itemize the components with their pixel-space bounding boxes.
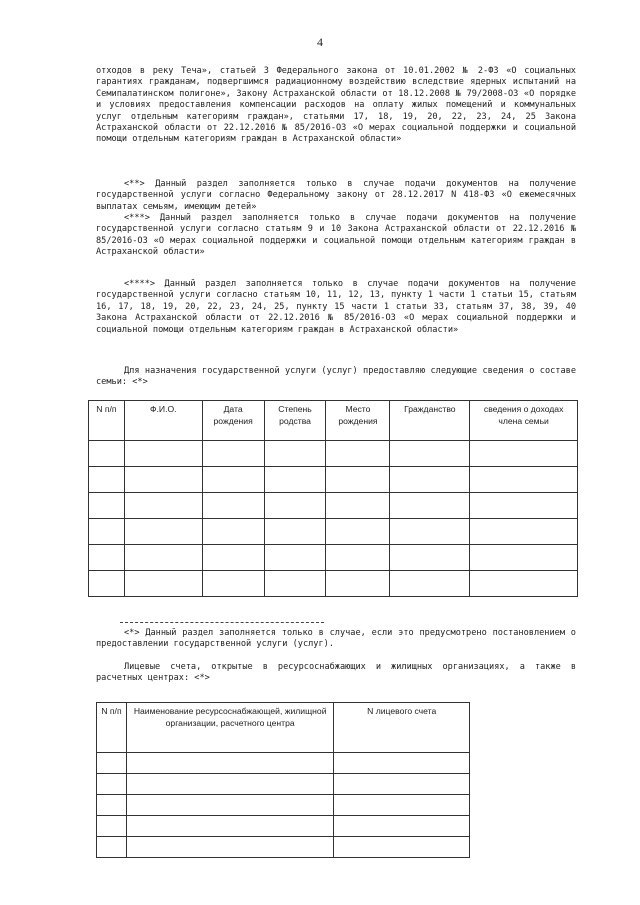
table-cell[interactable] [126, 795, 333, 816]
table-cell[interactable] [124, 571, 202, 597]
table-cell[interactable] [326, 519, 390, 545]
family-table-header-row [89, 401, 578, 441]
table-cell[interactable] [264, 571, 326, 597]
table-cell[interactable] [202, 493, 264, 519]
table-cell[interactable] [264, 467, 326, 493]
table-cell[interactable] [97, 753, 127, 774]
footnote-separator [120, 622, 324, 623]
table-cell[interactable] [89, 441, 125, 467]
col-account-header: N лицевого счета [334, 703, 470, 753]
table-cell[interactable] [390, 441, 470, 467]
table-cell[interactable] [202, 519, 264, 545]
accounts-table [96, 702, 470, 858]
table-row [89, 441, 578, 467]
table-row [97, 753, 470, 774]
accounts-intro: Лицевые счета, открытые в ресурсоснабжающих и жилищных организациях, а также в расчетных центрах: <*> [96, 662, 576, 684]
table-cell[interactable] [326, 467, 390, 493]
table-cell[interactable] [97, 774, 127, 795]
table-cell[interactable] [97, 837, 127, 858]
table-cell[interactable] [124, 519, 202, 545]
table-cell[interactable] [202, 571, 264, 597]
footnote-1: <*> Данный раздел заполняется только в случае, если это предусмотрено постановлением о предоставлении государственной услуги (услуг). [96, 628, 576, 650]
table-cell[interactable] [470, 519, 578, 545]
table-cell[interactable] [470, 571, 578, 597]
table-cell[interactable] [390, 467, 470, 493]
table-cell[interactable] [124, 441, 202, 467]
col-birthdate-header: Дата рождения [202, 401, 264, 441]
table-cell[interactable] [390, 545, 470, 571]
table-cell[interactable] [89, 493, 125, 519]
table-cell[interactable] [89, 545, 125, 571]
table-cell[interactable] [326, 493, 390, 519]
paragraph-legal-basis: отходов в реку Теча», статьей 3 Федерального закона от 10.01.2002 № 2-ФЗ «О социальных гарантиях гражданам, подвергшимся радиационному воздействию вследствие ядерных испытаний на Семипалатинском полигоне», Закону Астраханской области от 18.12.2008 № 79/2008-ОЗ «О порядке и условиях предоставления компенсации расходов на оплату жилых помещений и коммунальных услуг отдельным категориям граждан», статьями 17, 18, 19, 20, 22, 23, 24, 25 Закона Астраханской области от 22.12.2016 № 85/2016-ОЗ «О мерах социальной поддержки и социальной помощи отдельным категориям граждан в Астраханской области» [96, 66, 576, 145]
table-cell[interactable] [334, 795, 470, 816]
table-row [97, 837, 470, 858]
table-cell[interactable] [470, 441, 578, 467]
col-number-header: N п/п [97, 703, 127, 753]
footnote-3: <***> Данный раздел заполняется только в случае подачи документов на получение государственной услуги согласно статьям 9 и 10 Закона Астраханской области от 22.12.2016 № 85/2016-ОЗ «О мерах социальной поддержки и социальной помощи отдельным категориям граждан в Астраханской области» [96, 213, 576, 258]
table-row [89, 467, 578, 493]
table-row [97, 816, 470, 837]
table-cell[interactable] [334, 837, 470, 858]
table-cell[interactable] [89, 519, 125, 545]
col-citizenship-header: Гражданство [390, 401, 470, 441]
table-cell[interactable] [470, 545, 578, 571]
table-cell[interactable] [97, 816, 127, 837]
table-cell[interactable] [126, 837, 333, 858]
table-cell[interactable] [89, 571, 125, 597]
table-row [89, 519, 578, 545]
col-birthplace-header: Место рождения [326, 401, 390, 441]
footnote-4: <****> Данный раздел заполняется только в случае подачи документов на получение государственной услуги согласно статьям 10, 11, 12, 13, пункту 1 части 1 статьи 15, статьям 16, 17, 18, 19, 20, 22, 23, 24, 25, пункту 15 части 1 статьи 33, статьям 37, 38, 39, 40 Закона Астраханской области от 22.12.2016 № 85/2016-ОЗ «О мерах социальной поддержки и социальной помощи отдельным категориям граждан в Астраханской области» [96, 279, 576, 335]
family-intro: Для назначения государственной услуги (услуг) предоставляю следующие сведения о составе семьи: <*> [96, 366, 576, 388]
table-cell[interactable] [126, 816, 333, 837]
table-cell[interactable] [202, 467, 264, 493]
table-cell[interactable] [390, 571, 470, 597]
table-cell[interactable] [326, 571, 390, 597]
col-income-header: сведения о доходах члена семьи [470, 401, 578, 441]
col-number-header: N п/п [89, 401, 125, 441]
family-composition-table [88, 400, 578, 597]
col-fio-header: Ф.И.О. [124, 401, 202, 441]
table-cell[interactable] [334, 816, 470, 837]
table-cell[interactable] [202, 441, 264, 467]
table-cell[interactable] [89, 467, 125, 493]
table-row [97, 774, 470, 795]
table-cell[interactable] [97, 795, 127, 816]
table-row [89, 571, 578, 597]
table-cell[interactable] [264, 493, 326, 519]
col-relation-header: Степень родства [264, 401, 326, 441]
table-cell[interactable] [126, 774, 333, 795]
table-cell[interactable] [390, 519, 470, 545]
footnote-2: <**> Данный раздел заполняется только в случае подачи документов на получение государственной услуги согласно Федеральному закону от 28.12.2017 N 418-ФЗ «О ежемесячных выплатах семьям, имеющим детей» [96, 179, 576, 212]
table-cell[interactable] [326, 545, 390, 571]
table-row [89, 493, 578, 519]
table-cell[interactable] [470, 467, 578, 493]
table-row [97, 795, 470, 816]
table-cell[interactable] [470, 493, 578, 519]
table-cell[interactable] [264, 441, 326, 467]
table-cell[interactable] [124, 467, 202, 493]
table-cell[interactable] [124, 493, 202, 519]
table-cell[interactable] [202, 545, 264, 571]
table-cell[interactable] [264, 519, 326, 545]
table-row [89, 545, 578, 571]
table-cell[interactable] [264, 545, 326, 571]
page-number: 4 [317, 35, 323, 49]
table-cell[interactable] [334, 753, 470, 774]
table-cell[interactable] [124, 545, 202, 571]
table-cell[interactable] [334, 774, 470, 795]
table-cell[interactable] [326, 441, 390, 467]
accounts-table-header-row [97, 703, 470, 753]
table-cell[interactable] [390, 493, 470, 519]
col-organization-header: Наименование ресурсоснабжающей, жилищной организации, расчетного центра [126, 703, 333, 753]
table-cell[interactable] [126, 753, 333, 774]
